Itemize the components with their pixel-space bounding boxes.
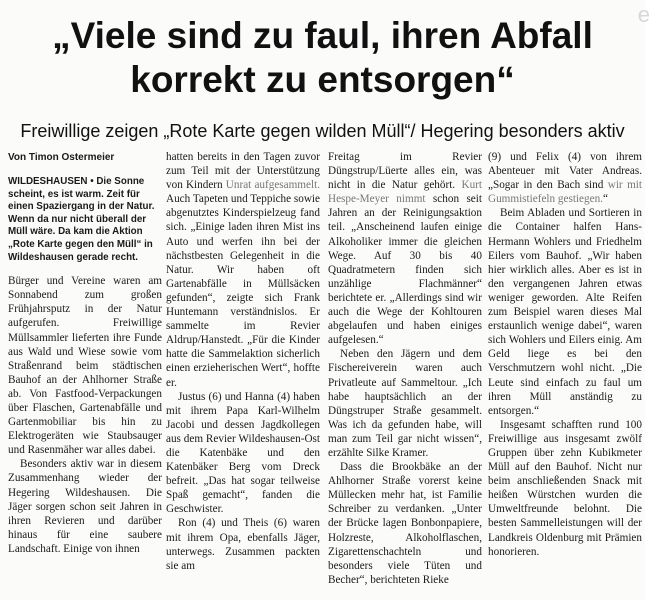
faded-text-run: wir mit Gummistiefeln gestiegen. (488, 179, 642, 206)
lead-paragraph (8, 176, 162, 264)
paragraph (488, 150, 642, 206)
paragraph: Ron (4) und Theis (6) waren mit ihrem Opa, ebenfalls Jäger, unterwegs. Zusammen packten sie am (166, 517, 320, 572)
text-run: Auch Tapeten und Teppiche sowie abgenutztes Kinderspielzeug fand sich. „Einige laden ihren Mist ins Auto und werfen ihn bei der nächstbesten Gelegenheit in die Natur. Wir haben oft Gartenabfälle in Müllsäcken gefunden“, zeigte sich Frank Huntemann verständnislos. Er sammelte im Revier Aldrup/Hanstedt. „Für die Kinder hatte die Sammelaktion sicherlich einen erzieherischen Wert“, hoffte er. (166, 193, 320, 389)
text-run: schon seit Jahren an der Reinigungsaktion teil. „Anscheinend laufen einige Alkoholiker immer die gleichen Wege. Auf 30 bis 40 Quadratmetern finden sich unzählige Flachmänner“ berichtete er. „Allerdings sind wir auch die Wege der Kohltouren abgelaufen und haben einiges aufgelesen.“ (328, 193, 482, 347)
column-3 (328, 150, 482, 598)
paragraph: Beim Abladen und Sortieren in die Container halfen Hans-Hermann Wohlers und Friedhelm Eilers vom Bauhof. „Wir haben hier wirklich alles. Aber es ist in den vergangenen Jahren etwas weniger geworden. Alte Reifen zum Beispiel waren dieses Mal erstaunlich wenige dabei“, waren sich Wohlers und Eilers einig. Am Geld liege es bei den Verschmutzern wohl nicht. „Die Leute sind einfach zu faul um ihren Müll anständig zu entsorgen.“ (488, 207, 642, 417)
paragraph: Neben den Jägern und dem Fischereiverein waren auch Privatleute auf Sammeltour. „Ich habe hauptsächlich an der Düngstruper Straße gesammelt. Was ich da gefunden habe, will man zum Teil gar nicht wissen“, erzählte Silke Kramer. (328, 348, 482, 459)
dateline: WILDESHAUSEN (8, 176, 88, 187)
text-run: Freitag im Revier Düngstrup/Lüerte alles ein, was nicht in die Natur gehört. (328, 151, 482, 192)
paragraph: Besonders aktiv war in diesem Zusammenhang wieder der Hegering Wildeshausen. Die Jäger sorgen schon seit Jahren in ihren Revieren und darüber hinaus für eine saubere Landschaft. Einige von ihnen (8, 458, 162, 555)
faded-text-run: Kurt Hespe-Meyer nimmt (328, 179, 482, 206)
paragraph: Dass die Brookbäke an der Ahlhorner Straße vorerst keine Müllecken mehr hat, ist Familie Schreiber zu verdanken. „Unter der Brücke lagen Bonbonpapiere, Holzreste, Alkoholflaschen, Zigarettenschachteln und besonders viele Tüten und Becher“, berichteten Rieke (328, 461, 482, 586)
text-run: “ (602, 193, 608, 206)
headline: „Viele sind zu faul, ihren Abfall korrekt zu entsorgen“ (52, 15, 593, 100)
subheadline: Freiwillige zeigen „Rote Karte gegen wilden Müll“/ Hegering besonders aktiv (20, 121, 625, 141)
paragraph (166, 150, 320, 390)
paragraph: Justus (6) und Hanna (4) haben mit ihrem Papa Karl-Wilhelm Jacobi und dessen Jagdkollegen aus dem Revier Wildeshausen-Ost die Katenbäke und den Katenbäker Berg vom Dreck befreit. „Das hat sogar teilweise Spaß gemacht“, fanden die Geschwister. (166, 390, 320, 516)
paragraph: Insgesamt schafften rund 100 Freiwillige aus insgesamt zwölf Gruppen über zehn Kubikmeter Müll auf den Bauhof. Nicht nur beim anschließenden Snack mit heißen Würstchen wurden die Umweltfreunde belohnt. Die besten Sammelleistungen will der Landkreis Oldenburg mit Prämien honorieren. (488, 418, 642, 558)
text-run: (9) und Felix (4) von ihrem Abenteuer mit Vater Andreas. „Sogar in den Bach sind (488, 151, 642, 192)
text-run: hatten bereits in den Tagen zuvor zum Teil mit der Unterstützung von Kindern (166, 151, 320, 192)
column-4 (488, 150, 642, 598)
column-1 (8, 176, 162, 598)
lead-text: • Die Sonne scheint, es ist warm. Zeit für einen Spaziergang in der Natur. Wenn da nur nicht überall der Müll wäre. Da kam die Aktion „Rote Karte gegen den Müll“ in Wildeshausen gerade recht. (8, 176, 155, 263)
paragraph (328, 150, 482, 347)
faded-text-run: Unrat aufgesammelt. (225, 179, 320, 192)
bleed-through-text: e (637, 2, 651, 27)
paragraph: Bürger und Vereine waren am Sonnabend zum großen Frühjahrsputz in der Natur aufgerufen. Freiwillige Müllsammler lieferten ihre Funde aus Wald und Wiese sowie vom Straßenrand beim städtischen Bauhof an der Ahlhorner Straße ab. Von Fastfood-Verpackungen über Flaschen, Gartenabfälle und Gartenmobiliar bis hin zu Elektrogeräten wie Staubsauger und Rasenmäher war alles dabei. (8, 275, 162, 457)
column-2 (166, 150, 320, 598)
byline: Von Timon Ostermeier (8, 152, 115, 163)
